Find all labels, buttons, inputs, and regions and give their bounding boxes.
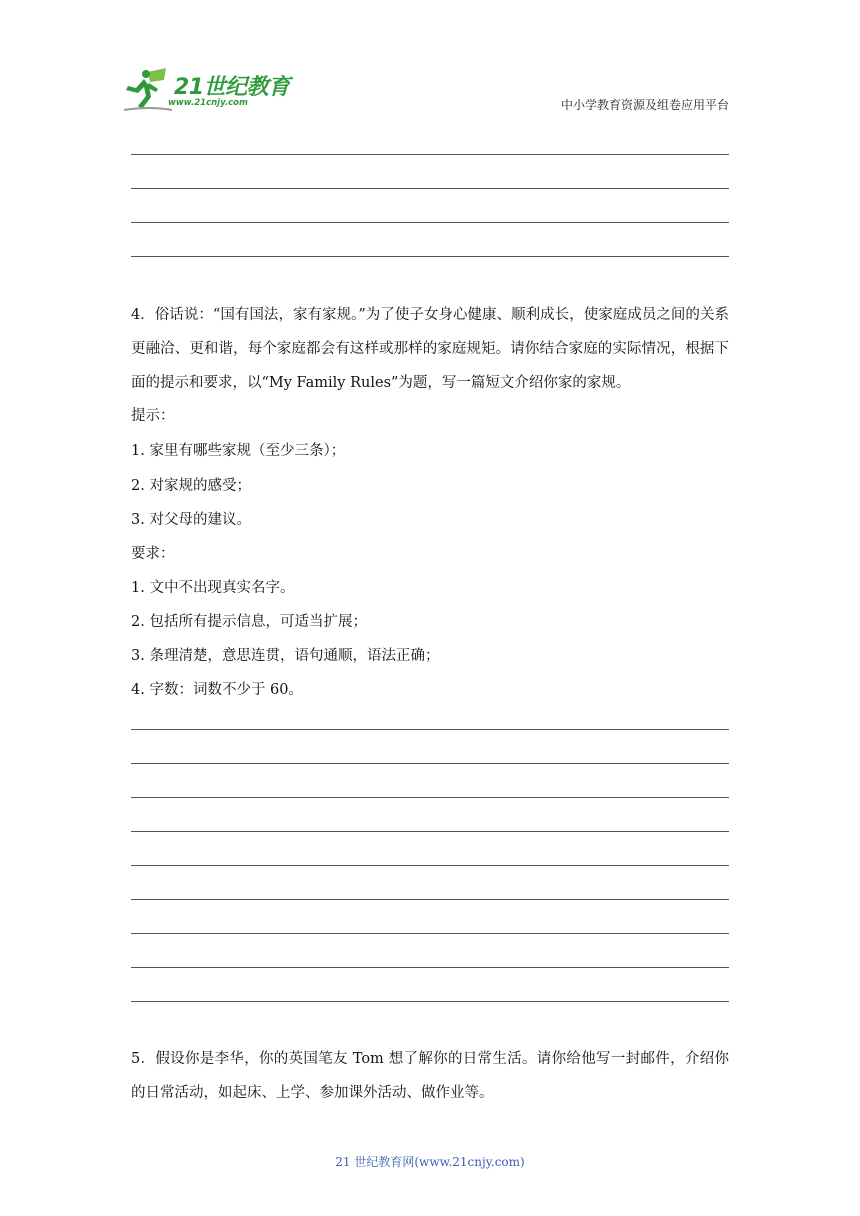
- requirement-item: 4. 字数：词数不少于 60。: [131, 682, 304, 698]
- answer-line: [131, 222, 729, 223]
- runner-icon: [120, 66, 174, 114]
- hint-item: 2. 对家规的感受；: [131, 478, 251, 494]
- hint-item: 3. 对父母的建议。: [131, 512, 251, 528]
- header-tagline: 中小学教育资源及组卷应用平台: [560, 98, 729, 112]
- question-5-text: 5．假设你是李华，你的英国笔友 Tom 想了解你的日常生活。请你给他写一封邮件，介绍你的日常活动，如起床、上学、参加课外活动、做作业等。: [131, 1051, 729, 1101]
- requirements-title: 要求：: [131, 546, 175, 562]
- logo-text: 21世纪教育: [174, 75, 290, 100]
- page-header: [0, 0, 860, 130]
- answer-line: [131, 933, 729, 934]
- answer-line: [131, 763, 729, 764]
- logo-url: www.21cnjy.com: [168, 98, 248, 108]
- answer-line: [131, 729, 729, 730]
- answer-line: [131, 899, 729, 900]
- answer-line: [131, 865, 729, 866]
- answer-line: [131, 1001, 729, 1002]
- hints-title: 提示：: [131, 408, 175, 424]
- answer-line: [131, 154, 729, 155]
- requirement-item: 2. 包括所有提示信息，可适当扩展；: [131, 614, 367, 630]
- answer-line: [131, 831, 729, 832]
- requirement-item: 1. 文中不出现真实名字。: [131, 580, 295, 596]
- requirement-item: 3. 条理清楚，意思连贯，语句通顺，语法正确；: [131, 648, 440, 664]
- question-4-text: 4．俗话说：“国有国法，家有家规。”为了使子女身心健康、顺利成长，使家庭成员之间的关系更融洽、更和谐，每个家庭都会有这样或那样的家庭规矩。请你结合家庭的实际情况，根据下面的提示和要求，以“My Family Rules”为题，写一篇短文介绍你家的家规。: [131, 307, 729, 391]
- answer-line: [131, 967, 729, 968]
- hint-item: 1. 家里有哪些家规（至少三条）；: [131, 443, 346, 459]
- page-footer: 21 世纪教育网(www.21cnjy.com): [335, 1155, 525, 1169]
- logo: [120, 66, 310, 116]
- answer-line: [131, 797, 729, 798]
- answer-line: [131, 188, 729, 189]
- answer-line: [131, 256, 729, 257]
